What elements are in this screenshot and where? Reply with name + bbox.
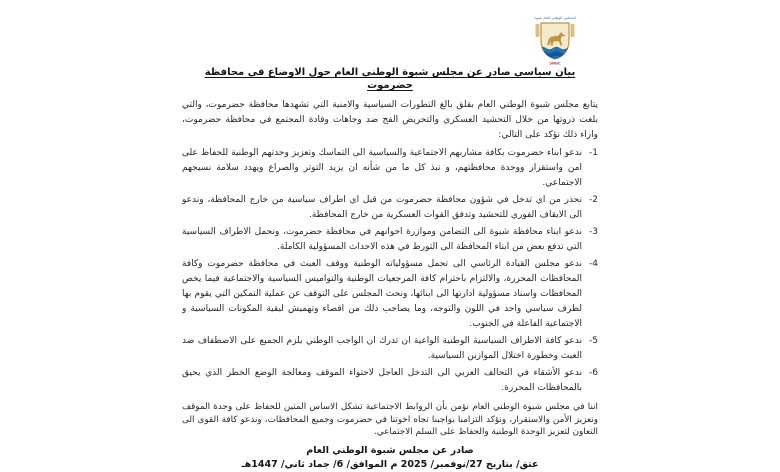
date-line: عتق/ بتاريخ 27/نوفمبر/ 2025 م الموافق/ 6/ جماد ثاني/ 1447هـ [241, 458, 539, 470]
list-item [182, 257, 598, 332]
document-title: بيان سياسي صادر عن مجلس شبوة الوطني العام حول الاوضاع في محافظة حضرموت [204, 67, 576, 91]
item-text: ندعو كافة الاطراف السياسية الوطنية الواعية ان تدرك ان الواجب الوطني يلزم الجميع على الاصطفاف ضد العبث وخطورة اختلال الموازين السياسية. [182, 336, 582, 361]
closing-paragraph: اننا في مجلس شبوة الوطني العام نؤمن بأن الروابط الاجتماعية تشكل الاساس المتين للحفاظ على وحدة الموقف وتعزيز الأمن والاستقرار، ونؤكد التزامنا بواجبنا تجاه اخوتنا في حضرموت وجميع المحافظات، وندعو كافة القوى الى التعاون لتعزيز الوحدة الوطنية والحفاظ على السلم الاجتماعي. [182, 402, 598, 437]
item-text: ندعو الأشقاء في التحالف العربي الى التدخل العاجل لاحتواء الموقف ومعالجة الوضع الخطر الذي يحيق بالمحافظات المحررة. [182, 368, 582, 393]
item-text: ندعو مجلس القيادة الرئاسي الى تحمل مسؤولياته الوطنية ووقف العبث في محافظة حضرموت وكافة المحافظات المحررة، والالتزام باحترام كافة المرجعيات الوطنية والنواميس السياسية والاجتماعية فيما يخص المحافظات واسناد مسؤولية ادارتها الى ابنائها، ونحث المجلس على التوقف عن عملية التمكين التي يقوم بها لطرف سياسي واحد في اللون والتوجه، وما يصاحب ذلك من اقصاء وتهميش لبقية المكونات السياسية و الاجتماعية الفاعلة في الجنوب. [182, 259, 582, 329]
emblem-left-pillar [536, 24, 540, 37]
document-content [182, 66, 598, 472]
item-number: 6- [589, 368, 598, 378]
item-number: 4- [589, 259, 598, 269]
item-text: ندعو ابناء محافظة شبوة الى التضامن وموازرة اخوانهم في محافظة حضرموت، ونحمل الاطراف السياسية التي تدفع بعض من ابناء المحافظة الى التورط في هذه الاحداث المسؤولية الكاملة. [182, 227, 582, 252]
council-emblem [534, 14, 576, 66]
list-item [182, 366, 598, 396]
emblem-top-text: المجلس الوطني العام شبوة [534, 16, 576, 20]
emblem-caption: SNGC [549, 61, 561, 66]
list-item [182, 225, 598, 255]
list-item [182, 146, 598, 191]
issued-by-line: صادر عن مجلس شبوة الوطني العام [306, 444, 474, 456]
list-item [182, 334, 598, 364]
statement-list [182, 146, 598, 396]
intro-paragraph: يتابع مجلس شبوة الوطني العام بقلق بالغ التطورات السياسية والامنية التي تشهدها محافظة حضرموت، والتي بلغت ذروتها من خلال التحشيد العسكري والتحريض الفج ضد وجاهات وقادة المجتمع في محافظة حضرموت، وازاء ذلك نؤكد على التالي: [182, 100, 598, 140]
item-number: 5- [589, 336, 598, 346]
item-text: نحذر من اي تدخل في شؤون محافظة حضرموت من قبل اي اطراف سياسية من خارج المحافظة، وندعو الى الايقاف الفوري للتحشيد وتدفق القوات العسكرية من خارج المحافظة. [182, 195, 582, 220]
item-number: 3- [589, 227, 598, 237]
list-item [182, 193, 598, 223]
item-number: 1- [589, 148, 598, 158]
item-text: ندعو ابناء حضرموت بكافة مشاربهم الاجتماعية والسياسية الى التماسك وتعزيز وحدتهم الوطنية للحفاظ على امن واستقرار ووحدة محافظتهم، و نبذ كل ما من شأنه ان يزيد التوتر والصراع ويهدد سلامة نسيجهم الاجتماعي. [182, 148, 582, 188]
emblem-right-pillar [571, 24, 575, 37]
item-number: 2- [589, 195, 598, 205]
